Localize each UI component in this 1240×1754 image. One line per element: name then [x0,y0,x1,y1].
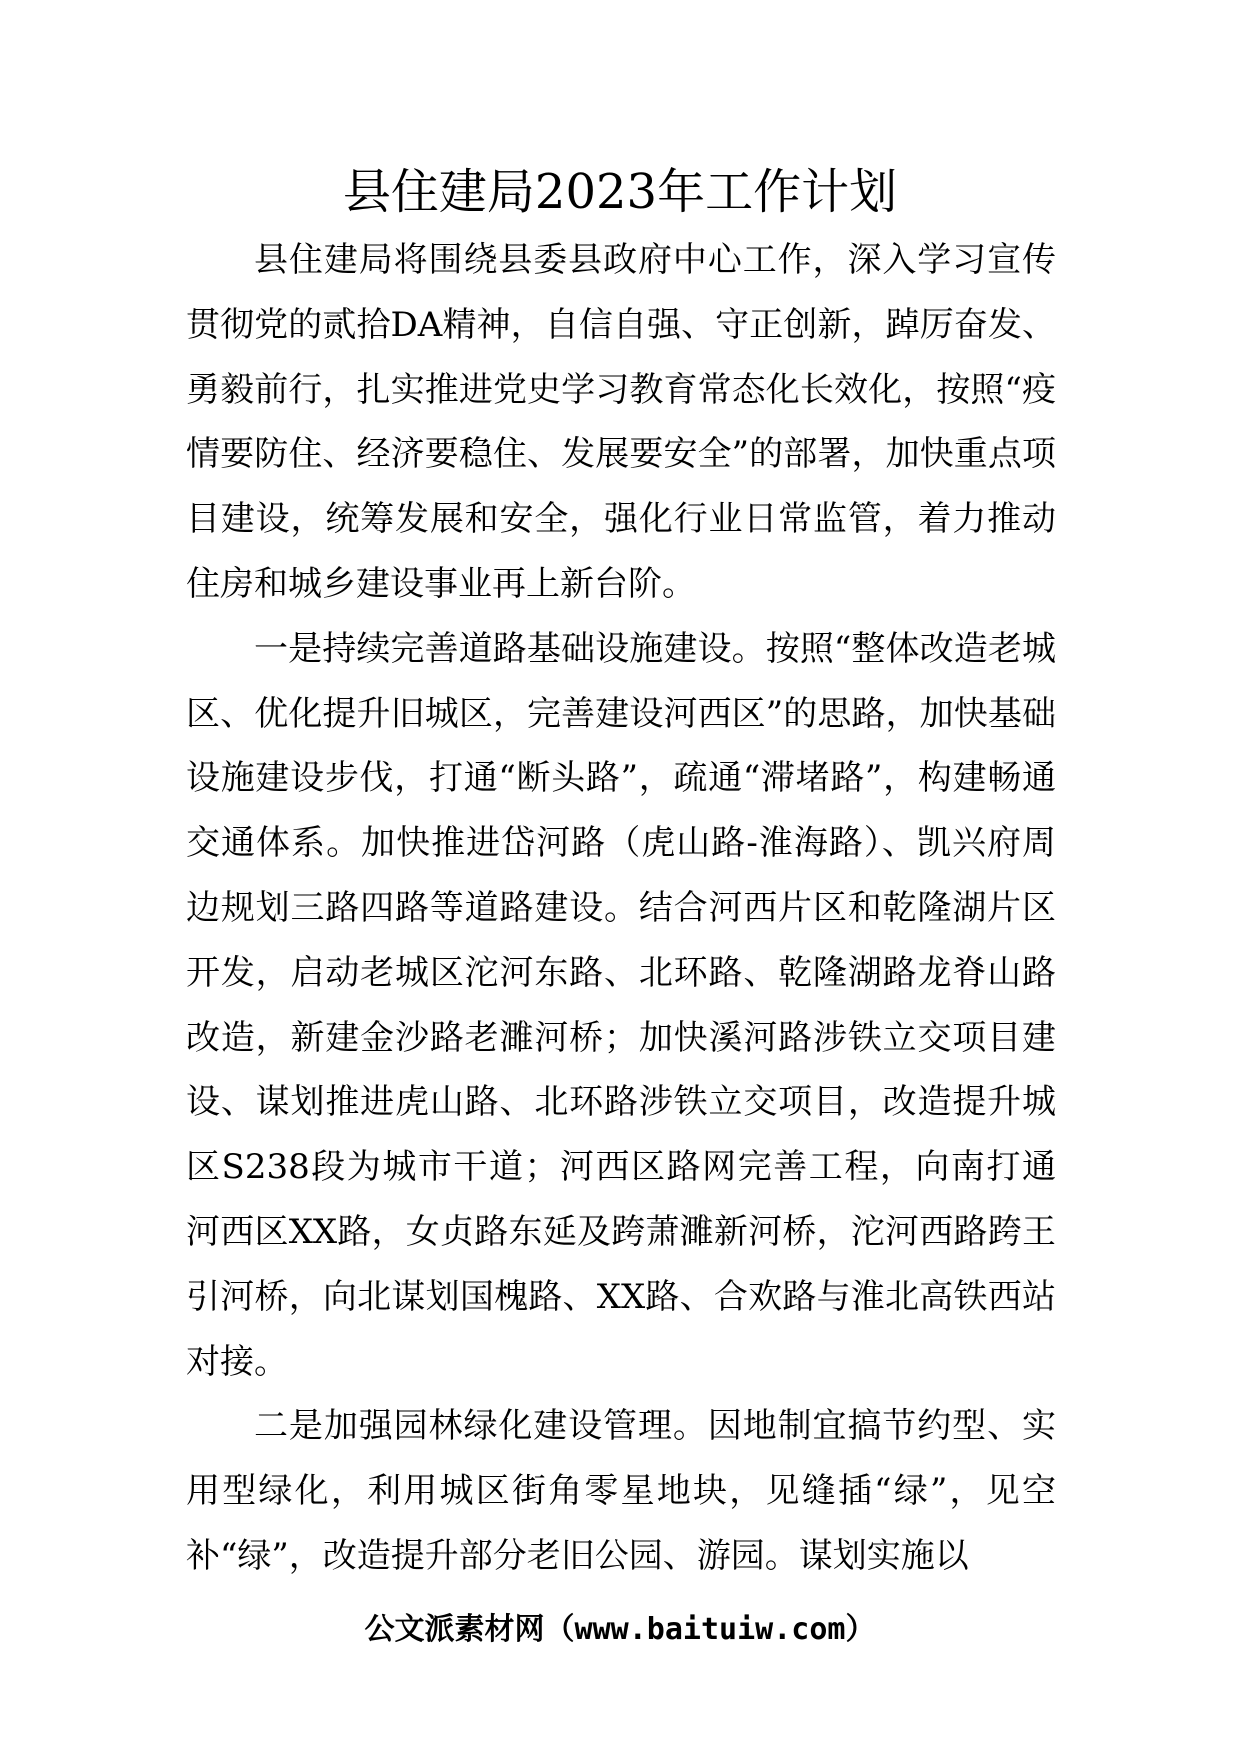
document-body [186,228,1056,1589]
footer-watermark: 公文派素材网（www.baituiw.com） [364,1612,876,1647]
paragraph-greening: 二是加强园林绿化建设管理。因地制宜搞节约型、实用型绿化，利用城区街角零星地块，见缝插“绿”，见空补“绿”，改造提升部分老旧公园、游园。谋划实施以 [186,1406,1056,1576]
paragraph-roads: 一是持续完善道路基础设施建设。按照“整体改造老城区、优化提升旧城区，完善建设河西区”的思路，加快基础设施建设步伐，打通“断头路”，疏通“滞堵路”，构建畅通交通体系。加快推进岱河路（虎山路-淮海路）、凯兴府周边规划三路四路等道路建设。结合河西片区和乾隆湖片区开发，启动老城区沱河东路、北环路、乾隆湖路龙脊山路改造，新建金沙路老濉河桥；加快溪河路涉铁立交项目建设、谋划推进虎山路、北环路涉铁立交项目，改造提升城区S238段为城市干道；河西区路网完善工程，向南打通河西区XX路，女贞路东延及跨萧濉新河桥，沱河西路跨王引河桥，向北谋划国槐路、XX路、合欢路与淮北高铁西站对接。 [186,628,1056,1382]
paragraph-intro: 县住建局将围绕县委县政府中心工作，深入学习宣传贯彻党的贰拾DA精神，自信自强、守正创新，踔厉奋发、勇毅前行，扎实推进党史学习教育常态化长效化，按照“疫情要防住、经济要稳住、发展要安全”的部署，加快重点项目建设，统筹发展和安全，强化行业日常监管，着力推动住房和城乡建设事业再上新台阶。 [186,240,1056,604]
document-title: 县住建局2023年工作计划 [342,164,898,220]
